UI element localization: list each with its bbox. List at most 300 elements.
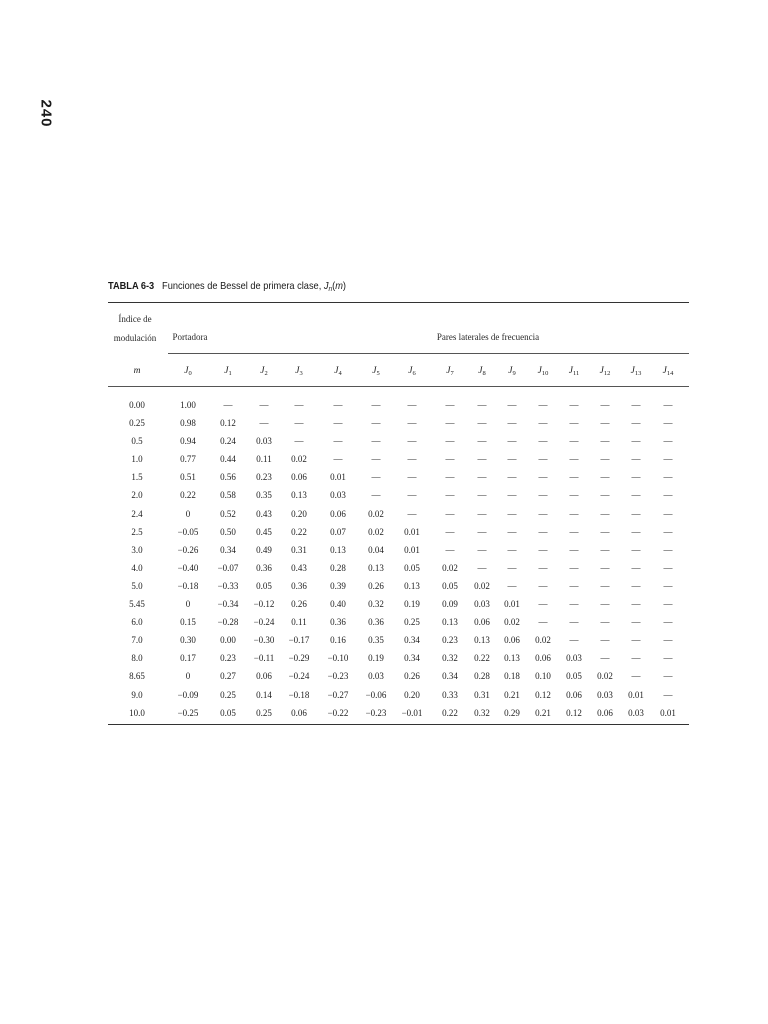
table-cell: 2.0 — [131, 490, 143, 501]
table-cell: 2.5 — [131, 526, 143, 537]
table-cell: — — [631, 418, 641, 429]
header-index-line2: modulación — [113, 333, 157, 343]
table-cell: — — [663, 508, 673, 519]
table-cell: 0.22 — [474, 653, 490, 664]
arg-open: ( — [332, 280, 336, 292]
table-cell: — — [538, 580, 548, 591]
table-row — [108, 523, 689, 541]
table-cell: 0.06 — [504, 635, 520, 646]
table-cell: 0.22 — [291, 526, 307, 537]
table-cell: 0.01 — [404, 526, 420, 537]
table-cell: — — [477, 544, 487, 555]
table-cell: — — [569, 400, 579, 410]
table-cell: 0.28 — [330, 562, 346, 573]
table-cell: — — [663, 635, 673, 646]
table-cell: −0.01 — [401, 707, 423, 718]
table-cell: 0.13 — [291, 490, 307, 501]
column-header-main: J — [295, 366, 300, 376]
table-cell: 0.13 — [442, 617, 458, 628]
table-cell: 0.03 — [474, 599, 490, 610]
table-cell: — — [407, 418, 417, 429]
table-cell: — — [663, 436, 673, 447]
table-cell: — — [507, 436, 517, 447]
table-cell: — — [477, 508, 487, 519]
table-cell: — — [445, 400, 455, 410]
table-cell: — — [569, 418, 579, 429]
table-cell: — — [538, 400, 548, 410]
table-cell: 0.06 — [566, 689, 582, 700]
table-cell: 0.34 — [220, 544, 236, 555]
table-cell: — — [445, 472, 455, 483]
table-cell: −0.18 — [288, 689, 310, 700]
table-cell: 0.22 — [442, 707, 458, 718]
table-cell: 10.0 — [129, 707, 145, 718]
table-cell: — — [631, 544, 641, 555]
table-cell: 0.04 — [368, 544, 384, 555]
table-cell: −0.17 — [288, 635, 310, 646]
table-cell: 0.00 — [220, 635, 236, 646]
table-cell: 0.09 — [442, 599, 458, 610]
bessel-arg: m — [335, 280, 343, 292]
table-cell: 1.5 — [131, 472, 143, 483]
table-cell: 0.14 — [256, 689, 272, 700]
table-cell: — — [507, 454, 517, 465]
header-side-pairs: Pares laterales de frecuencia — [436, 332, 540, 342]
table-cell: — — [477, 490, 487, 501]
table-cell: — — [445, 418, 455, 429]
table-cell: — — [663, 472, 673, 483]
table-cell: — — [631, 599, 641, 610]
table-cell: 0.36 — [368, 617, 384, 628]
table-cell: 0.13 — [474, 635, 490, 646]
table-cell: 0.22 — [180, 490, 196, 501]
table-cell: 0.49 — [256, 544, 272, 555]
table-cell: 0.03 — [368, 671, 384, 682]
table-cell: — — [507, 418, 517, 429]
table-cell: 0.32 — [442, 653, 458, 664]
table-cell: 0.02 — [535, 635, 551, 646]
table-cell: 0.12 — [535, 689, 551, 700]
table-cell: — — [445, 436, 455, 447]
table-row — [108, 559, 689, 577]
table-cell: 8.65 — [129, 671, 145, 682]
column-header-rule — [108, 386, 689, 387]
table-cell: — — [445, 526, 455, 537]
table-cell: 0.20 — [404, 689, 420, 700]
header-index-line1: Índice de — [118, 314, 152, 324]
column-header-main: J — [568, 366, 573, 376]
table-cell: −0.26 — [177, 544, 199, 555]
table-cell: −0.25 — [177, 707, 199, 718]
table-cell: — — [600, 472, 610, 483]
table-cell: 0.13 — [504, 653, 520, 664]
table-row — [108, 704, 689, 722]
column-header-6 — [356, 360, 396, 385]
column-headers — [108, 360, 689, 382]
table-cell: 0.16 — [330, 635, 346, 646]
column-header-sub: 4 — [338, 370, 342, 377]
table-cell: 0.05 — [404, 562, 420, 573]
table-cell: — — [663, 418, 673, 429]
table-cell: 0.43 — [291, 562, 307, 573]
table-cell: — — [259, 418, 269, 429]
column-header-sub: 6 — [412, 370, 416, 377]
table-cell: 0.34 — [442, 671, 458, 682]
table-cell: — — [538, 508, 548, 519]
table-cell: 0.03 — [566, 653, 582, 664]
table-cell: — — [538, 562, 548, 573]
table-cell: — — [631, 526, 641, 537]
header-carrier: Portadora — [172, 332, 208, 342]
table-cell: 0.11 — [256, 454, 272, 465]
table-cell: — — [600, 653, 610, 664]
table-cell: 0.27 — [220, 671, 236, 682]
table-cell: 0.03 — [330, 490, 346, 501]
column-header-sub: 13 — [634, 370, 642, 377]
table-cell: −0.11 — [253, 653, 275, 664]
table-cell: 0.24 — [220, 436, 236, 447]
table-cell: 0.29 — [504, 707, 520, 718]
table-row — [108, 541, 689, 559]
table-cell: 0.26 — [404, 671, 420, 682]
table-cell: 0.32 — [368, 599, 384, 610]
column-header-main: J — [537, 366, 542, 376]
table-cell: 0.77 — [180, 454, 196, 465]
column-header-main: J — [260, 366, 265, 376]
table-cell: 3.0 — [131, 544, 143, 555]
table-cell: 0 — [185, 599, 191, 610]
table-cell: — — [631, 635, 641, 646]
table-cell: — — [631, 671, 641, 682]
table-cell: −0.06 — [365, 689, 387, 700]
table-cell: — — [663, 526, 673, 537]
table-cell: 0.50 — [220, 526, 236, 537]
table-cell: — — [407, 436, 417, 447]
table-row — [108, 396, 689, 414]
table-cell: −0.10 — [327, 653, 349, 664]
table-cell: — — [507, 526, 517, 537]
table-cell: 0.33 — [442, 689, 458, 700]
table-cell: 0.34 — [404, 653, 420, 664]
table-cell: 0.25 — [256, 707, 272, 718]
table-cell: — — [663, 490, 673, 501]
table-cell: — — [600, 526, 610, 537]
table-cell: — — [569, 526, 579, 537]
table-cell: 0.05 — [220, 707, 236, 718]
table-cell: 5.0 — [131, 580, 143, 591]
table-cell: 1.0 — [131, 454, 143, 465]
table-cell: 7.0 — [131, 635, 143, 646]
column-header-main: J — [184, 366, 189, 376]
table-cell: — — [569, 580, 579, 591]
table-cell: 0.19 — [404, 599, 420, 610]
table-cell: 0.03 — [628, 707, 644, 718]
table-cell: — — [538, 490, 548, 501]
column-header-15 — [648, 360, 688, 385]
table-cell: 0.94 — [180, 436, 196, 447]
table-cell: — — [407, 400, 417, 410]
table-cell: 0.25 — [404, 617, 420, 628]
bottom-rule — [108, 724, 689, 725]
table-cell: — — [631, 580, 641, 591]
table-cell: 0.06 — [597, 707, 613, 718]
table-cell: — — [259, 400, 269, 410]
table-cell: 0.25 — [129, 418, 145, 429]
table-cell: 0.56 — [220, 472, 236, 483]
table-cell: — — [371, 400, 381, 410]
table-cell: — — [538, 472, 548, 483]
column-header-main: J — [508, 366, 513, 376]
table-cell: −0.23 — [327, 671, 349, 682]
table-cell: −0.12 — [253, 599, 275, 610]
table-cell: — — [538, 436, 548, 447]
table-cell: 0.32 — [474, 707, 490, 718]
table-cell: — — [569, 454, 579, 465]
table-cell: −0.28 — [217, 617, 239, 628]
table-cell: 0.23 — [220, 653, 236, 664]
table-cell: — — [569, 544, 579, 555]
table-cell: — — [600, 580, 610, 591]
table-cell: 0.12 — [220, 418, 236, 429]
table-cell: 0.5 — [131, 436, 143, 447]
table-cell: — — [407, 454, 417, 465]
header-rule — [168, 353, 689, 354]
table-cell: −0.40 — [177, 562, 199, 573]
table-cell: 0.28 — [474, 671, 490, 682]
table-cell: — — [569, 436, 579, 447]
table-cell: — — [538, 617, 548, 628]
table-cell: 0 — [185, 508, 191, 519]
table-cell: — — [333, 436, 343, 447]
top-rule — [108, 302, 689, 303]
column-header-main: J — [446, 366, 451, 376]
table-cell: −0.27 — [327, 689, 349, 700]
table-cell: — — [477, 526, 487, 537]
table-cell: — — [294, 436, 304, 447]
table-cell: — — [631, 436, 641, 447]
table-cell: — — [371, 436, 381, 447]
table-cell: — — [663, 689, 673, 700]
table-cell: 0.18 — [504, 671, 520, 682]
table-cell: 0.17 — [180, 653, 196, 664]
table-cell: −0.29 — [288, 653, 310, 664]
table-cell: — — [569, 617, 579, 628]
table-cell: — — [631, 490, 641, 501]
column-header-sub: 14 — [666, 370, 674, 377]
column-header-0 — [117, 360, 157, 382]
table-cell: — — [507, 472, 517, 483]
table-cell: 0.20 — [291, 508, 307, 519]
table-cell: 9.0 — [131, 689, 143, 700]
table-row — [108, 432, 689, 450]
column-header-2 — [208, 360, 248, 385]
column-header-sub: 7 — [450, 370, 454, 377]
table-row — [108, 505, 689, 523]
table-cell: 4.0 — [131, 562, 143, 573]
column-header-7 — [392, 360, 432, 385]
table-cell: 0.11 — [291, 617, 307, 628]
page-number-text: 240 — [37, 98, 55, 128]
table-cell: — — [477, 400, 487, 410]
column-header-4 — [279, 360, 319, 385]
table-cell: 0.06 — [256, 671, 272, 682]
table-cell: 0.36 — [256, 562, 272, 573]
table-cell: — — [600, 562, 610, 573]
table-cell: 6.0 — [131, 617, 143, 628]
table-cell: — — [333, 400, 343, 410]
table-cell: 0.36 — [330, 617, 346, 628]
table-cell: 0.52 — [220, 508, 236, 519]
table-cell: 0.39 — [330, 580, 346, 591]
table-cell: — — [663, 454, 673, 465]
table-cell: — — [507, 508, 517, 519]
table-cell: 0.30 — [180, 635, 196, 646]
table-cell: — — [600, 599, 610, 610]
table-title: Funciones de Bessel de primera clase, — [162, 280, 322, 292]
table-cell: — — [663, 562, 673, 573]
table-cell: — — [445, 454, 455, 465]
table-row — [108, 686, 689, 704]
table-cell: 0.43 — [256, 508, 272, 519]
table-cell: — — [631, 508, 641, 519]
table-cell: 8.0 — [131, 653, 143, 664]
header-modulation-index — [108, 310, 162, 348]
table-cell: 0.21 — [504, 689, 520, 700]
table-cell: 0.31 — [474, 689, 490, 700]
table-cell: 0.01 — [330, 472, 346, 483]
table-cell: 0.01 — [628, 689, 644, 700]
column-header-main: J — [372, 366, 377, 376]
table-cell: 0.00 — [129, 400, 145, 410]
table-cell: −0.07 — [217, 562, 239, 573]
table-cell: — — [445, 544, 455, 555]
table-cell: — — [538, 544, 548, 555]
table-cell: 0.02 — [368, 508, 384, 519]
table-cell: — — [538, 454, 548, 465]
table-cell: 0.06 — [291, 707, 307, 718]
table-cell: — — [407, 508, 417, 519]
table-cell: 0.35 — [256, 490, 272, 501]
column-header-main: J — [478, 366, 483, 376]
table-cell: — — [663, 400, 673, 410]
table-cell: 0.12 — [566, 707, 582, 718]
page-number — [36, 96, 56, 130]
table-cell: 0.01 — [660, 707, 676, 718]
table-cell: 0.35 — [368, 635, 384, 646]
table-cell: — — [631, 653, 641, 664]
table-row — [108, 595, 689, 613]
table-cell: 0.03 — [597, 689, 613, 700]
table-cell: — — [407, 490, 417, 501]
column-header-sub: 9 — [512, 370, 516, 377]
table-cell: — — [569, 472, 579, 483]
table-cell: −0.22 — [327, 707, 349, 718]
table-cell: 0.19 — [368, 653, 384, 664]
column-header-sub: 10 — [541, 370, 549, 377]
table-cell: — — [600, 400, 610, 410]
table-cell: 0.05 — [442, 580, 458, 591]
table-cell: — — [507, 562, 517, 573]
table-cell: — — [371, 490, 381, 501]
table-cell: — — [507, 580, 517, 591]
table-cell: — — [663, 671, 673, 682]
table-cell: 0.06 — [474, 617, 490, 628]
table-cell: 2.4 — [131, 508, 143, 519]
table-cell: −0.33 — [217, 580, 239, 591]
column-header-5 — [318, 360, 358, 385]
column-header-1 — [168, 360, 208, 385]
table-cell: — — [445, 508, 455, 519]
table-cell: — — [294, 400, 304, 410]
table-cell: 0.51 — [180, 472, 196, 483]
table-cell: −0.24 — [288, 671, 310, 682]
table-cell: — — [600, 508, 610, 519]
table-cell: 0.36 — [291, 580, 307, 591]
table-cell: 0.98 — [180, 418, 196, 429]
table-cell: 1.00 — [180, 400, 196, 410]
table-row — [108, 631, 689, 649]
table-cell: 0.10 — [535, 671, 551, 682]
table-cell: — — [631, 454, 641, 465]
bessel-symbol-sub: n — [328, 284, 333, 293]
table-cell: 0.02 — [504, 617, 520, 628]
arg-close: ) — [342, 280, 346, 292]
table-row — [108, 667, 689, 685]
column-header-3 — [244, 360, 284, 385]
table-cell: — — [445, 490, 455, 501]
table-cell: — — [631, 400, 641, 410]
table-row — [108, 468, 689, 486]
table-cell: — — [569, 508, 579, 519]
table-cell: 0.07 — [330, 526, 346, 537]
table-cell: 0.02 — [291, 454, 307, 465]
table-cell: −0.24 — [253, 617, 275, 628]
column-header-sub: 3 — [299, 370, 303, 377]
table-cell: — — [600, 418, 610, 429]
table-cell: — — [663, 617, 673, 628]
table-cell: — — [538, 526, 548, 537]
column-header-sub: 1 — [228, 370, 232, 377]
table-cell: — — [407, 472, 417, 483]
bessel-symbol: J — [323, 280, 329, 292]
table-cell: 0.23 — [442, 635, 458, 646]
table-cell: 0.44 — [220, 454, 236, 465]
table-cell: 0.13 — [404, 580, 420, 591]
table-cell: 0.01 — [404, 544, 420, 555]
table-cell: — — [371, 418, 381, 429]
table-cell: — — [569, 599, 579, 610]
table-cell: — — [477, 436, 487, 447]
table-cell: — — [569, 635, 579, 646]
table-cell: — — [631, 562, 641, 573]
table-row — [108, 613, 689, 631]
table-cell: — — [294, 418, 304, 429]
table-cell: — — [663, 580, 673, 591]
column-header-main: m — [133, 366, 141, 376]
table-cell: 0.02 — [368, 526, 384, 537]
table-cell: 0.02 — [474, 580, 490, 591]
table-cell: — — [600, 490, 610, 501]
table-cell: 0.26 — [368, 580, 384, 591]
column-header-main: J — [599, 366, 604, 376]
table-cell: — — [507, 490, 517, 501]
column-header-sub: 5 — [376, 370, 380, 377]
table-cell: 0.45 — [256, 526, 272, 537]
table-cell: — — [371, 454, 381, 465]
table-cell: — — [600, 544, 610, 555]
table-cell: — — [507, 544, 517, 555]
column-header-sub: 8 — [482, 370, 486, 377]
